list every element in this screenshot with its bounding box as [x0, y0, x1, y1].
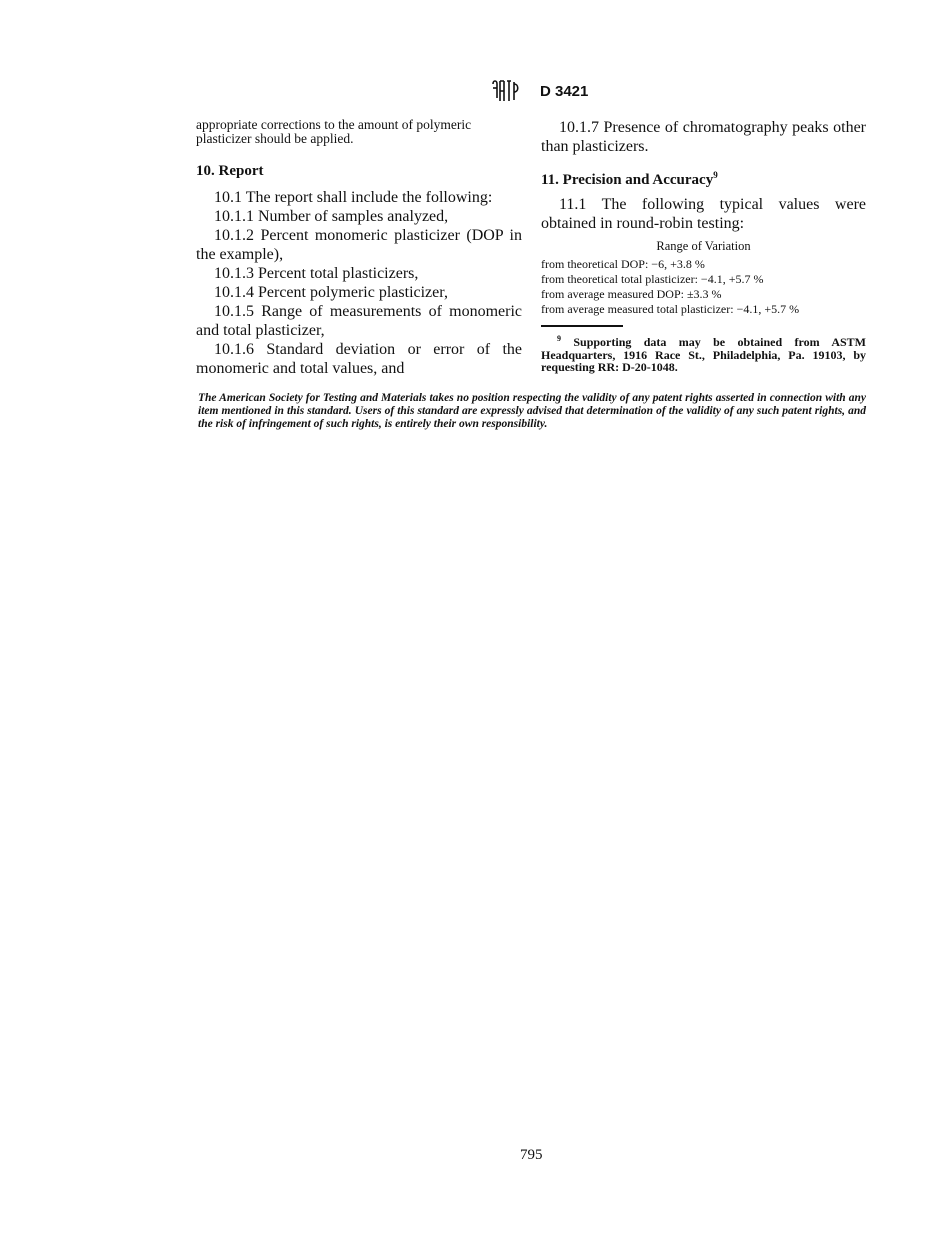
footnote-9: $^9$ Supporting data may be obtained from ASTM Headquarters, 1916 Race St., Philadelphia, Pa. 19103, by requesting RR: D-20-1048. [541, 334, 866, 374]
footnote-rule [541, 325, 623, 327]
report-item-10-1-6: 10.1.6 Standard deviation or error of the monomeric and total values, and [196, 341, 522, 377]
page-header [490, 78, 588, 104]
section-11-heading: 11. Precision and Accuracy$^9$ [541, 170, 718, 188]
report-item-10-1: 10.1 The report shall include the following: [214, 189, 493, 206]
astm-logo-icon [490, 78, 520, 104]
page-number: 795 [520, 1147, 543, 1163]
patent-disclaimer: The American Society for Testing and Materials takes no position respecting the validity of any patent rights asserted in connection with any item mentioned in this standard. Users of this standard are expressly advised that determination of the validity of any such patent rights, and the risk of infringement of such rights, is entirely their own responsibility. [198, 392, 866, 430]
section-10-heading: 10. Report [196, 163, 264, 179]
standard-designation: D 3421 [540, 82, 589, 100]
footnote-ref-9: 9 [713, 170, 718, 180]
left-column [196, 118, 522, 378]
report-item-10-1-3: 10.1.3 Percent total plasticizers, [214, 265, 419, 282]
range-item: from average measured total plasticizer: −4.1, +5.7 % [541, 302, 800, 316]
report-item-10-1-2: 10.1.2 Percent monomeric plasticizer (DOP in the example), [196, 227, 522, 263]
range-item: from theoretical total plasticizer: −4.1, +5.7 % [541, 272, 764, 286]
range-item: from average measured DOP: ±3.3 % [541, 287, 722, 301]
report-item-10-1-7: 10.1.7 Presence of chromatography peaks other than plasticizers. [541, 119, 866, 155]
range-of-variation-list [541, 257, 866, 317]
range-of-variation-heading: Range of Variation [656, 239, 751, 253]
report-item-10-1-1: 10.1.1 Number of samples analyzed, [214, 208, 449, 225]
continued-paragraph: appropriate corrections to the amount of polymeric plasticizer should be applied. [196, 117, 472, 146]
precision-item-11-1: 11.1 The following typical values were obtained in round-robin testing: [541, 196, 866, 232]
report-item-10-1-4: 10.1.4 Percent polymeric plasticizer, [214, 284, 448, 301]
right-column [541, 118, 866, 374]
range-item: from theoretical DOP: −6, +3.8 % [541, 257, 705, 271]
footnote-marker: 9 [557, 334, 561, 343]
report-item-10-1-5: 10.1.5 Range of measurements of monomeric and total plasticizer, [196, 303, 522, 339]
